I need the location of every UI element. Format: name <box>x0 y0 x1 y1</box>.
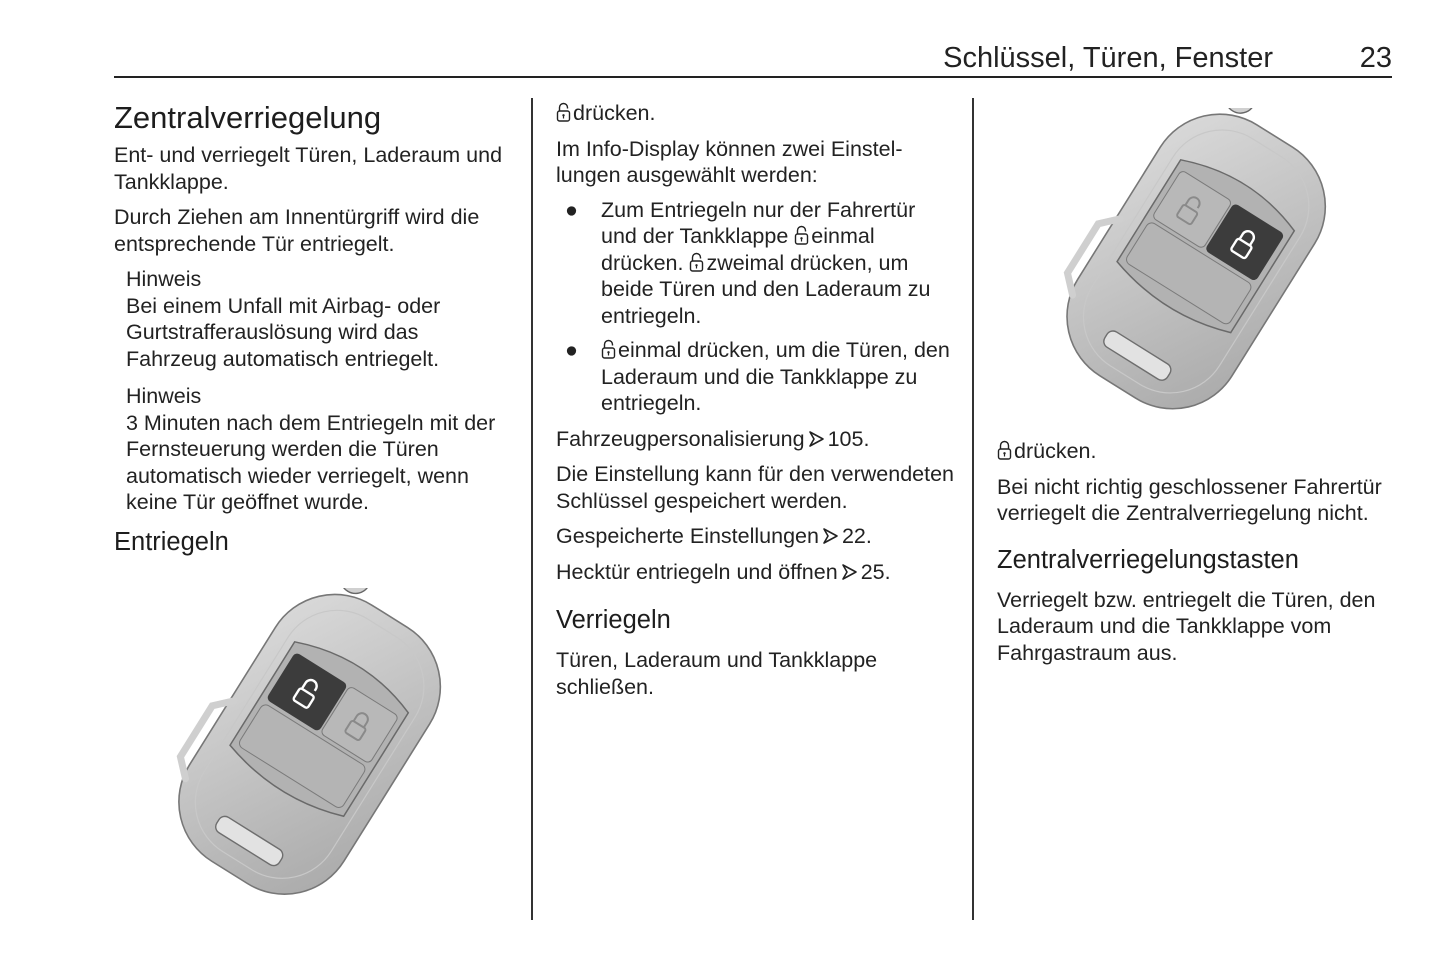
reference-hecktuer-text: Hecktür entriegeln und öffnen <box>556 559 838 584</box>
page-reference-icon <box>841 563 858 581</box>
reference-personalisierung-page: 105. <box>827 426 870 451</box>
reference-gespeicherte-page: 22. <box>841 524 872 548</box>
page-reference-icon <box>808 430 825 448</box>
reference-personalisierung <box>556 426 956 453</box>
reference-hecktuer-page: 25. <box>860 559 891 584</box>
page-number: 23 <box>1359 42 1392 74</box>
paragraph-interior-buttons: Verriegelt bzw. entriegelt die Türen, den Laderaum und die Tankklappe vom Fahrgastraum aus. <box>997 587 1376 665</box>
key-fob-lock-illustration <box>1003 108 1391 416</box>
unlock-icon <box>689 252 704 272</box>
note-1 <box>126 266 514 372</box>
unlock-icon <box>556 102 571 122</box>
lock-icon <box>997 440 1012 460</box>
column-divider-left <box>531 98 533 920</box>
option-1-text-b: einmal drücken. <box>601 224 875 275</box>
section-heading-zentralverriegelung: Zentralverriegelung <box>114 100 382 135</box>
press-unlock-text: drücken. <box>573 101 656 125</box>
page-reference-icon <box>822 527 839 545</box>
column-divider-right <box>972 98 974 920</box>
unlock-icon <box>794 225 809 245</box>
subheading-verriegeln: Verriegeln <box>556 606 671 634</box>
subheading-zentralverriegelungstasten: Zentralverriegelungstasten <box>997 545 1299 574</box>
key-fob-unlock-illustration <box>115 588 508 901</box>
option-2-text: einmal drücken, um die Türen, den Laderaum und die Tankklappe zu entriegeln. <box>601 338 950 415</box>
note-2-text: 3 Minuten nach dem Entriegeln mit der Fernsteuerung werden die Türen automatisch wieder verriegelt, wenn keine Tür geöffnet wurde. <box>126 410 496 514</box>
options-list <box>556 197 956 417</box>
column-1 <box>114 100 514 557</box>
paragraph-driver-door-warning: Bei nicht richtig geschlossener Fahrertür verriegelt die Zentralverriegelung nicht. <box>997 474 1382 525</box>
paragraph-setting-saved: Die Einstellung kann für den verwendeten Schlüssel gespeichert werden. <box>556 462 955 513</box>
note-1-heading: Hinweis <box>126 267 202 291</box>
header-rule <box>114 76 1392 78</box>
note-1-text: Bei einem Unfall mit Airbag- oder Gurtstrafferauslösung wird das Fahrzeug automatisch entriegelt. <box>126 293 441 371</box>
subheading-entriegeln: Entriegeln <box>114 527 229 556</box>
note-2 <box>126 383 514 516</box>
paragraph-intro-1: Ent- und verriegelt Türen, Laderaum und Tankklappe. <box>114 143 503 194</box>
reference-gespeicherte-text: Gespeicherte Einstellungen <box>556 524 819 548</box>
list-item-option-1 <box>556 197 956 330</box>
paragraph-intro-2: Durch Ziehen am Innentürgriff wird die entsprechende Tür entriegelt. <box>114 205 480 256</box>
option-1-text-c: zweimal drücken, um beide Türen und den Laderaum zu entriegeln. <box>601 250 931 328</box>
column-3 <box>997 438 1397 666</box>
press-lock-text: drücken. <box>1014 439 1097 463</box>
unlock-icon <box>601 339 616 359</box>
list-item-option-2 <box>556 337 956 417</box>
column-2 <box>556 100 956 700</box>
reference-gespeicherte-einstellungen <box>556 523 956 550</box>
paragraph-press-lock <box>997 438 1397 465</box>
paragraph-info-display: Im Info-Display können zwei Einstellungen ausgewählt werden: <box>556 136 903 187</box>
reference-personalisierung-text: Fahrzeugpersonalisierung <box>556 426 805 451</box>
paragraph-press-unlock <box>556 100 956 127</box>
bullet-dot: ● <box>565 197 578 222</box>
bullet-dot: ● <box>565 338 578 362</box>
running-header-title: Schlüssel, Türen, Fenster <box>943 42 1273 74</box>
reference-hecktuer <box>556 559 956 586</box>
note-2-heading: Hinweis <box>126 384 202 408</box>
paragraph-close-doors: Türen, Laderaum und Tankklappe schließen. <box>556 648 878 699</box>
option-1-text-a: Zum Entriegeln nur der Fahrertür und der Tankklappe <box>601 197 916 248</box>
